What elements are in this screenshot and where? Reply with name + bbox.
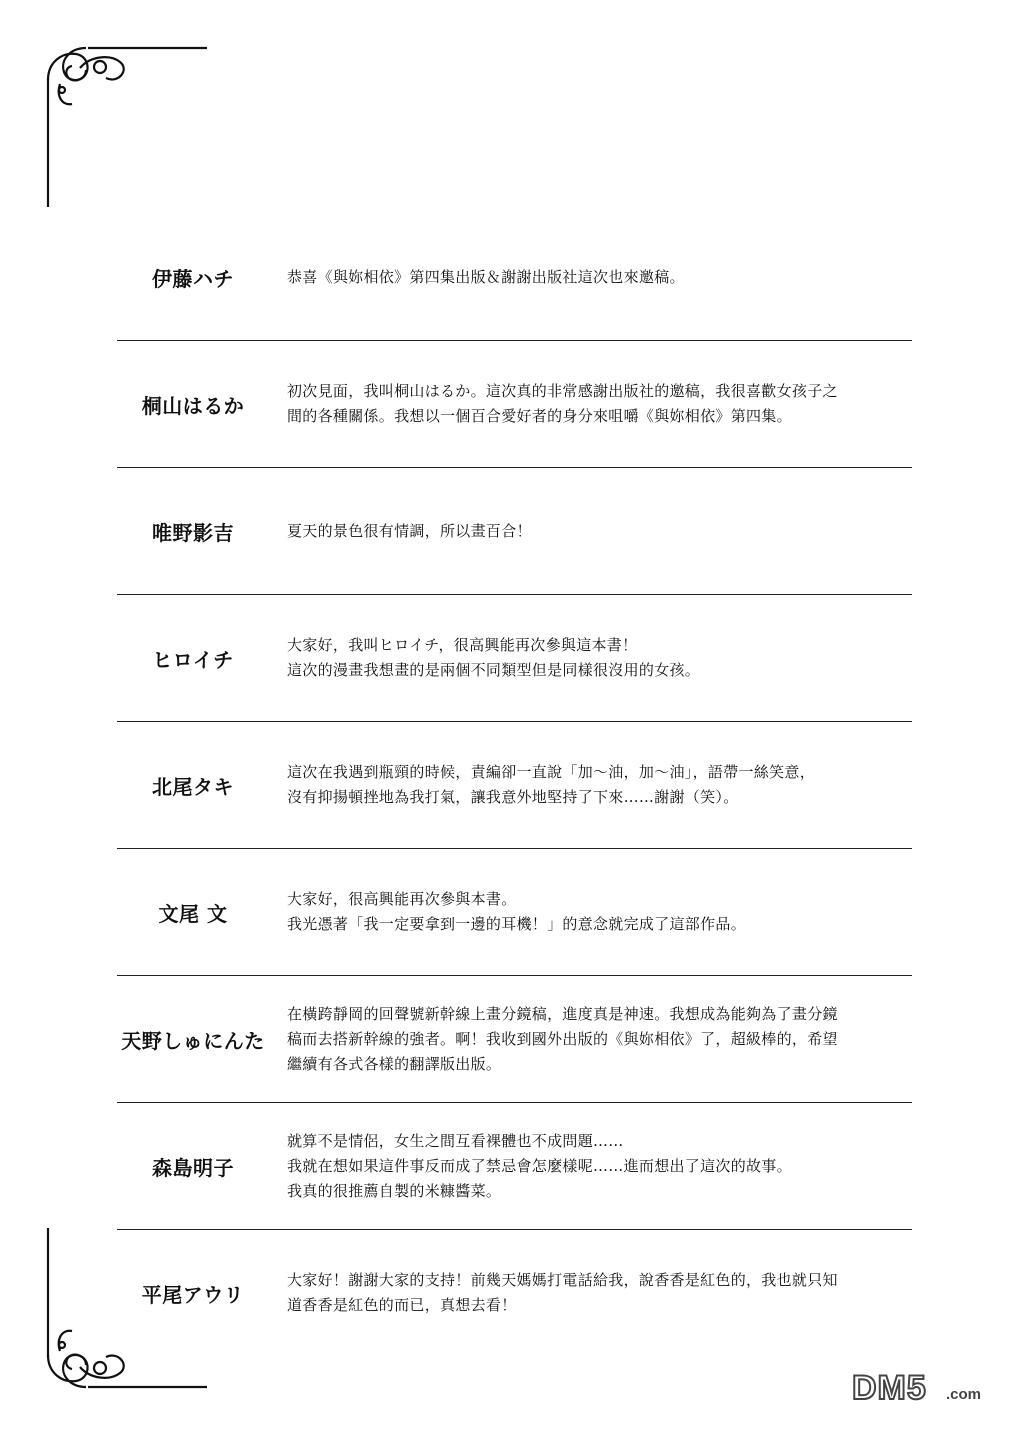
author-name: 伊藤ハチ [152, 266, 234, 291]
watermark-suffix: .com [946, 1386, 982, 1403]
message-line: 就算不是情侶，女生之間互看裸體也不成問題…… [287, 1131, 624, 1150]
author-name: 唯野影吉 [152, 520, 234, 545]
author-message [287, 1002, 912, 1077]
ornament-corner-top-icon [40, 40, 215, 215]
message-line: 繼續有各式各樣的翻譯版出版。 [287, 1054, 502, 1073]
author-name: 平尾アウリ [141, 1282, 245, 1307]
message-line: 恭喜《與妳相依》第四集出版＆謝謝出版社這次也來邀稿。 [287, 267, 685, 286]
author-entry [117, 849, 912, 976]
author-comments-list [117, 214, 912, 1356]
watermark-logo [850, 1365, 995, 1405]
author-entry [117, 976, 912, 1103]
author-entry [117, 1103, 912, 1230]
message-line: 這次的漫畫我想畫的是兩個不同類型但是同樣很沒用的女孩。 [287, 661, 701, 679]
message-line: 這次在我遇到瓶頸的時候，責編卻一直說「加～油，加～油」，語帶一絲笑意， [287, 763, 816, 781]
author-name: 森島明子 [152, 1155, 234, 1180]
author-entry [117, 468, 912, 595]
author-entry [117, 722, 912, 849]
watermark-main: DM5 [852, 1369, 927, 1405]
message-line: 沒有抑揚頓挫地為我打氣，讓我意外地堅持了下來……謝謝（笑）。 [287, 788, 739, 806]
message-line: 間的各種關係。我想以一個百合愛好者的身分來咀嚼《與妳相依》第四集。 [287, 407, 792, 425]
author-name: 桐山はるか [141, 393, 245, 418]
author-entry [117, 1230, 912, 1356]
message-line: 大家好，很高興能再次參與本書。 [287, 890, 517, 908]
message-line: 初次見面，我叫桐山はるか。這次真的非常感謝出版社的邀稿，我很喜歡女孩子之 [287, 382, 838, 400]
message-line: 我光憑著「我一定要拿到一邊的耳機！」的意念就完成了這部作品。 [287, 915, 747, 933]
message-line: 稿而去搭新幹線的強者。啊！我收到國外出版的《與妳相依》了，超級棒的，希望 [287, 1029, 838, 1048]
author-entry [117, 595, 912, 722]
author-message [287, 633, 912, 683]
author-message [287, 1129, 912, 1204]
author-entry [117, 214, 912, 341]
author-name: 天野しゅにんた [121, 1028, 265, 1053]
message-line: 道香香是紅色的而已，真想去看！ [287, 1296, 517, 1314]
message-line: 我就在想如果這件事反而成了禁忌會怎麼樣呢……進而想出了這次的故事。 [287, 1156, 792, 1175]
author-message [287, 887, 912, 937]
author-name: 北尾タキ [152, 774, 234, 799]
message-line: 大家好！謝謝大家的支持！前幾天媽媽打電話給我，說香香是紅色的，我也就只知 [287, 1271, 838, 1289]
message-line: 大家好，我叫ヒロイチ，很高興能再次參與這本書！ [287, 636, 638, 654]
author-message [287, 1268, 912, 1318]
author-message [287, 379, 912, 429]
author-name: 文尾 文 [158, 901, 228, 926]
author-name: ヒロイチ [152, 647, 234, 672]
author-entry [117, 341, 912, 468]
message-line: 夏天的景色很有情調，所以畫百合！ [287, 521, 532, 540]
message-line: 在橫跨靜岡的回聲號新幹線上畫分鏡稿，進度真是神速。我想成為能夠為了畫分鏡 [287, 1004, 838, 1023]
author-message [287, 265, 912, 290]
author-message [287, 760, 912, 810]
author-message [287, 519, 912, 544]
message-line: 我真的很推薦自製的米糠醬菜。 [287, 1181, 502, 1200]
